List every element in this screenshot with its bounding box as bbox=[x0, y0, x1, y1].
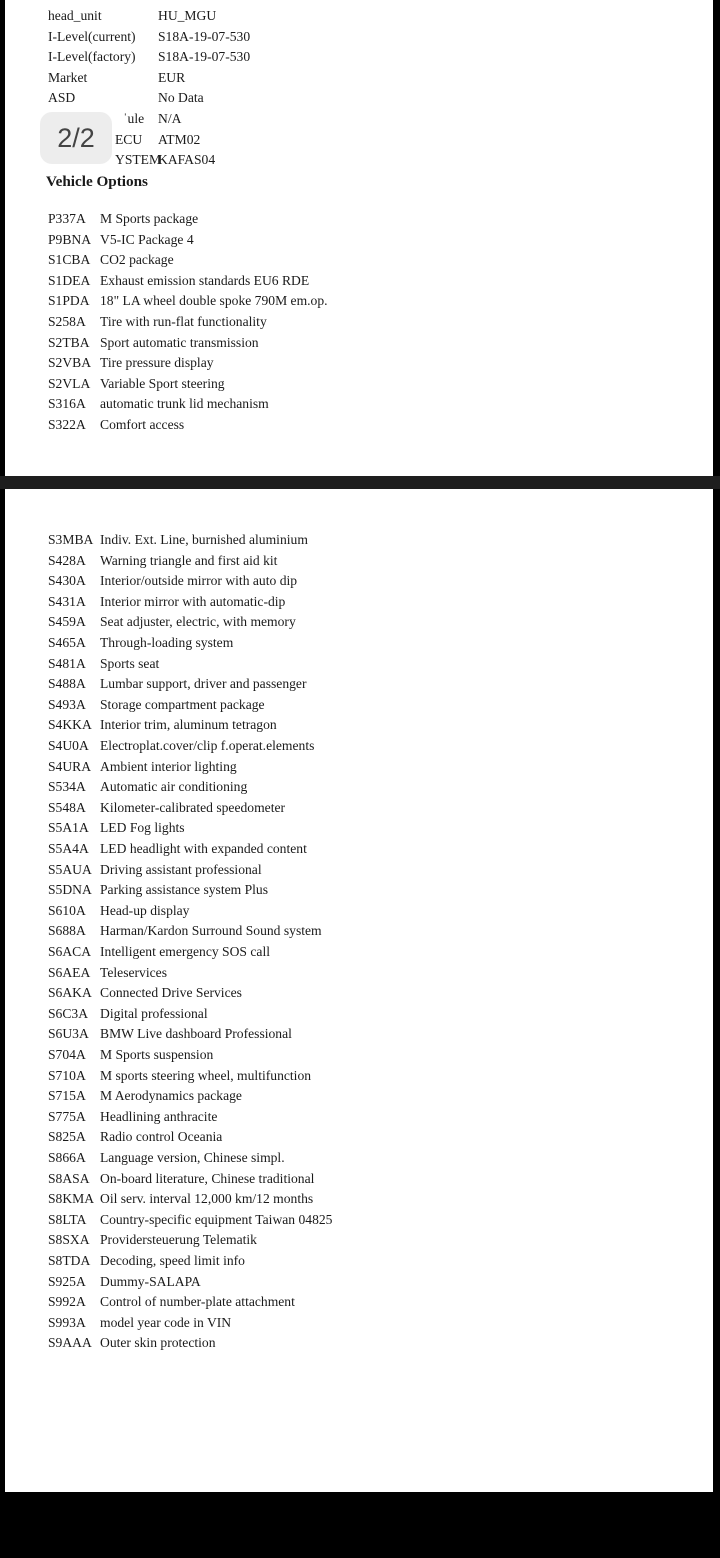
option-description: Indiv. Ext. Line, burnished aluminium bbox=[100, 532, 308, 547]
info-value: S18A-19-07-530 bbox=[158, 28, 251, 44]
option-description: automatic trunk lid mechanism bbox=[100, 396, 269, 412]
option-description: LED Fog lights bbox=[100, 820, 185, 836]
info-row bbox=[48, 6, 217, 26]
option-row bbox=[48, 1230, 257, 1250]
option-row bbox=[48, 1045, 214, 1065]
option-row bbox=[48, 394, 269, 414]
option-row bbox=[48, 1313, 232, 1333]
option-row bbox=[48, 571, 298, 591]
option-code: S6ACA bbox=[48, 944, 92, 959]
option-row bbox=[48, 612, 296, 632]
option-description: Warning triangle and first aid kit bbox=[100, 552, 278, 568]
info-label: I-Level(factory) bbox=[48, 49, 136, 65]
option-row bbox=[48, 777, 248, 797]
option-description: Automatic air conditioning bbox=[100, 779, 248, 795]
option-code: S5DNA bbox=[48, 882, 92, 898]
info-row bbox=[48, 27, 251, 47]
vehicle-options-heading: Vehicle Options bbox=[46, 173, 148, 190]
info-value: ATM02 bbox=[158, 131, 201, 147]
option-code: S6U3A bbox=[48, 1026, 89, 1042]
option-row bbox=[48, 291, 328, 311]
info-label: YSTEM bbox=[115, 152, 162, 168]
option-description: Teleservices bbox=[100, 964, 167, 980]
option-row bbox=[48, 1251, 245, 1271]
option-code: S428A bbox=[48, 552, 86, 568]
option-code: S825A bbox=[48, 1129, 86, 1145]
option-code: S710A bbox=[48, 1067, 86, 1083]
option-code: S322A bbox=[48, 417, 86, 432]
option-description: Variable Sport steering bbox=[100, 375, 225, 391]
option-row bbox=[48, 818, 185, 838]
option-description: Harman/Kardon Surround Sound system bbox=[100, 923, 322, 939]
option-row bbox=[48, 633, 234, 653]
option-row bbox=[48, 860, 262, 880]
option-row bbox=[48, 1004, 208, 1024]
option-code: S8SXA bbox=[48, 1232, 90, 1248]
option-row bbox=[48, 695, 265, 715]
option-row bbox=[48, 839, 307, 859]
option-description: Decoding, speed limit info bbox=[100, 1253, 245, 1268]
option-row bbox=[48, 983, 242, 1003]
option-description: Seat adjuster, electric, with memory bbox=[100, 614, 296, 630]
option-description: Dummy-SALAPA bbox=[100, 1273, 201, 1289]
option-code: S3MBA bbox=[48, 532, 94, 547]
option-row bbox=[48, 1148, 285, 1168]
option-row bbox=[48, 271, 310, 291]
info-label: ˈule bbox=[123, 111, 145, 126]
option-code: S4URA bbox=[48, 758, 92, 774]
info-value: S18A-19-07-530 bbox=[158, 49, 251, 65]
option-row bbox=[48, 654, 160, 674]
option-row bbox=[48, 963, 167, 983]
option-code: S4U0A bbox=[48, 738, 89, 753]
option-description: LED headlight with expanded content bbox=[100, 841, 307, 856]
option-row bbox=[48, 1272, 201, 1292]
option-description: On-board literature, Chinese traditional bbox=[100, 1170, 315, 1186]
option-code: S8KMA bbox=[48, 1191, 95, 1207]
option-description: Outer skin protection bbox=[100, 1335, 216, 1351]
option-row bbox=[48, 209, 199, 229]
info-label: head_unit bbox=[48, 8, 102, 23]
option-description: Interior mirror with automatic-dip bbox=[100, 593, 286, 609]
info-row bbox=[48, 47, 251, 67]
option-code: S5AUA bbox=[48, 861, 92, 877]
option-description: Digital professional bbox=[100, 1005, 208, 1021]
option-code: S1CBA bbox=[48, 252, 91, 268]
option-row bbox=[48, 942, 271, 962]
option-row bbox=[48, 715, 277, 735]
option-row bbox=[48, 333, 259, 353]
option-code: P337A bbox=[48, 211, 86, 226]
option-row bbox=[48, 1066, 312, 1086]
page-separator bbox=[0, 476, 720, 489]
option-code: P9BNA bbox=[48, 231, 92, 247]
option-row bbox=[48, 1024, 292, 1044]
option-code: S6AKA bbox=[48, 985, 92, 1001]
option-description: M Sports suspension bbox=[100, 1047, 214, 1062]
option-row bbox=[48, 592, 286, 612]
info-label: ASD bbox=[48, 90, 76, 106]
option-code: S2TBA bbox=[48, 334, 90, 350]
option-code: S8TDA bbox=[48, 1253, 91, 1268]
option-code: S2VBA bbox=[48, 355, 92, 371]
option-row bbox=[48, 901, 190, 921]
option-code: S1PDA bbox=[48, 293, 90, 309]
option-code: S548A bbox=[48, 799, 86, 815]
option-description: Electroplat.cover/clip f.operat.elements bbox=[100, 738, 315, 753]
option-row bbox=[48, 1169, 315, 1189]
option-description: Sport automatic transmission bbox=[100, 334, 259, 350]
option-row bbox=[48, 1189, 314, 1209]
document-page-2 bbox=[5, 489, 713, 1492]
info-value: N/A bbox=[158, 111, 182, 126]
option-description: Comfort access bbox=[100, 417, 185, 432]
option-row bbox=[48, 1127, 223, 1147]
option-code: S925A bbox=[48, 1273, 86, 1289]
option-row bbox=[48, 674, 307, 694]
option-description: V5-IC Package 4 bbox=[100, 231, 194, 247]
option-code: S704A bbox=[48, 1047, 86, 1062]
option-code: S481A bbox=[48, 655, 86, 671]
option-row bbox=[48, 1107, 218, 1127]
option-code: S316A bbox=[48, 396, 86, 412]
document-page-1 bbox=[5, 0, 713, 476]
option-description: M Aerodynamics package bbox=[100, 1088, 242, 1104]
option-row bbox=[48, 798, 286, 818]
option-code: S866A bbox=[48, 1150, 86, 1165]
option-description: Sports seat bbox=[100, 655, 160, 671]
option-description: Control of number-plate attachment bbox=[100, 1294, 295, 1310]
info-row bbox=[48, 68, 186, 88]
option-description: Providersteuerung Telematik bbox=[100, 1232, 257, 1248]
option-description: Language version, Chinese simpl. bbox=[100, 1150, 285, 1165]
option-description: Driving assistant professional bbox=[100, 861, 262, 877]
option-description: Intelligent emergency SOS call bbox=[100, 944, 271, 959]
option-code: S4KKA bbox=[48, 717, 92, 733]
option-code: S430A bbox=[48, 573, 86, 589]
option-code: S9AAA bbox=[48, 1335, 92, 1351]
option-description: Through-loading system bbox=[100, 635, 234, 650]
option-code: S534A bbox=[48, 779, 86, 795]
option-row bbox=[48, 880, 269, 900]
option-row bbox=[48, 757, 237, 777]
info-value: EUR bbox=[158, 69, 186, 85]
option-description: Country-specific equipment Taiwan 04825 bbox=[100, 1211, 333, 1227]
option-row bbox=[48, 1292, 295, 1312]
option-description: Kilometer-calibrated speedometer bbox=[100, 799, 286, 815]
option-description: Connected Drive Services bbox=[100, 985, 242, 1001]
option-code: S6AEA bbox=[48, 964, 91, 980]
option-row bbox=[48, 1086, 242, 1106]
option-row bbox=[48, 374, 225, 394]
info-row bbox=[48, 88, 204, 108]
info-label: ECU bbox=[115, 131, 143, 147]
option-row bbox=[48, 551, 278, 571]
option-row bbox=[48, 1333, 216, 1353]
option-code: S715A bbox=[48, 1088, 86, 1104]
option-description: Exhaust emission standards EU6 RDE bbox=[100, 272, 310, 288]
info-value: KAFAS04 bbox=[158, 152, 216, 168]
option-row bbox=[48, 353, 214, 373]
option-description: Ambient interior lighting bbox=[100, 758, 237, 774]
option-code: S1DEA bbox=[48, 272, 91, 288]
option-description: Radio control Oceania bbox=[100, 1129, 223, 1145]
page-indicator: 2/2 bbox=[40, 112, 112, 164]
option-code: S610A bbox=[48, 902, 86, 918]
option-description: 18" LA wheel double spoke 790M em.op. bbox=[100, 293, 328, 309]
option-description: Tire with run-flat functionality bbox=[100, 314, 267, 329]
option-code: S992A bbox=[48, 1294, 86, 1310]
option-row bbox=[48, 230, 194, 250]
option-description: CO2 package bbox=[100, 252, 174, 268]
option-description: Oil serv. interval 12,000 km/12 months bbox=[100, 1191, 314, 1207]
option-description: model year code in VIN bbox=[100, 1314, 232, 1330]
option-code: S258A bbox=[48, 314, 86, 329]
info-value: HU_MGU bbox=[158, 8, 217, 23]
option-description: Storage compartment package bbox=[100, 696, 265, 712]
option-description: Lumbar support, driver and passenger bbox=[100, 676, 307, 692]
option-code: S688A bbox=[48, 923, 86, 939]
option-description: M Sports package bbox=[100, 211, 199, 226]
option-code: S2VLA bbox=[48, 375, 91, 391]
option-description: Head-up display bbox=[100, 902, 190, 918]
option-description: BMW Live dashboard Professional bbox=[100, 1026, 292, 1042]
info-label: Market bbox=[48, 69, 88, 85]
option-description: Interior/outside mirror with auto dip bbox=[100, 573, 298, 589]
option-description: Parking assistance system Plus bbox=[100, 882, 269, 898]
option-row bbox=[48, 250, 174, 270]
option-code: S6C3A bbox=[48, 1005, 89, 1021]
info-value: No Data bbox=[158, 90, 204, 106]
option-row bbox=[48, 312, 267, 332]
option-code: S431A bbox=[48, 593, 86, 609]
option-code: S775A bbox=[48, 1108, 86, 1124]
option-code: S493A bbox=[48, 696, 86, 712]
option-row bbox=[48, 1210, 333, 1230]
option-code: S993A bbox=[48, 1314, 86, 1330]
option-description: Headlining anthracite bbox=[100, 1108, 218, 1124]
option-code: S459A bbox=[48, 614, 86, 630]
option-code: S465A bbox=[48, 635, 86, 650]
option-row bbox=[48, 736, 315, 756]
option-code: S5A4A bbox=[48, 841, 89, 856]
option-row bbox=[48, 415, 185, 435]
option-description: M sports steering wheel, multifunction bbox=[100, 1067, 312, 1083]
option-description: Tire pressure display bbox=[100, 355, 214, 371]
option-code: S5A1A bbox=[48, 820, 89, 836]
option-code: S8ASA bbox=[48, 1170, 90, 1186]
option-row bbox=[48, 921, 322, 941]
option-description: Interior trim, aluminum tetragon bbox=[100, 717, 277, 733]
option-row bbox=[48, 530, 308, 550]
info-label: I-Level(current) bbox=[48, 28, 136, 44]
option-code: S488A bbox=[48, 676, 86, 692]
option-code: S8LTA bbox=[48, 1211, 87, 1227]
